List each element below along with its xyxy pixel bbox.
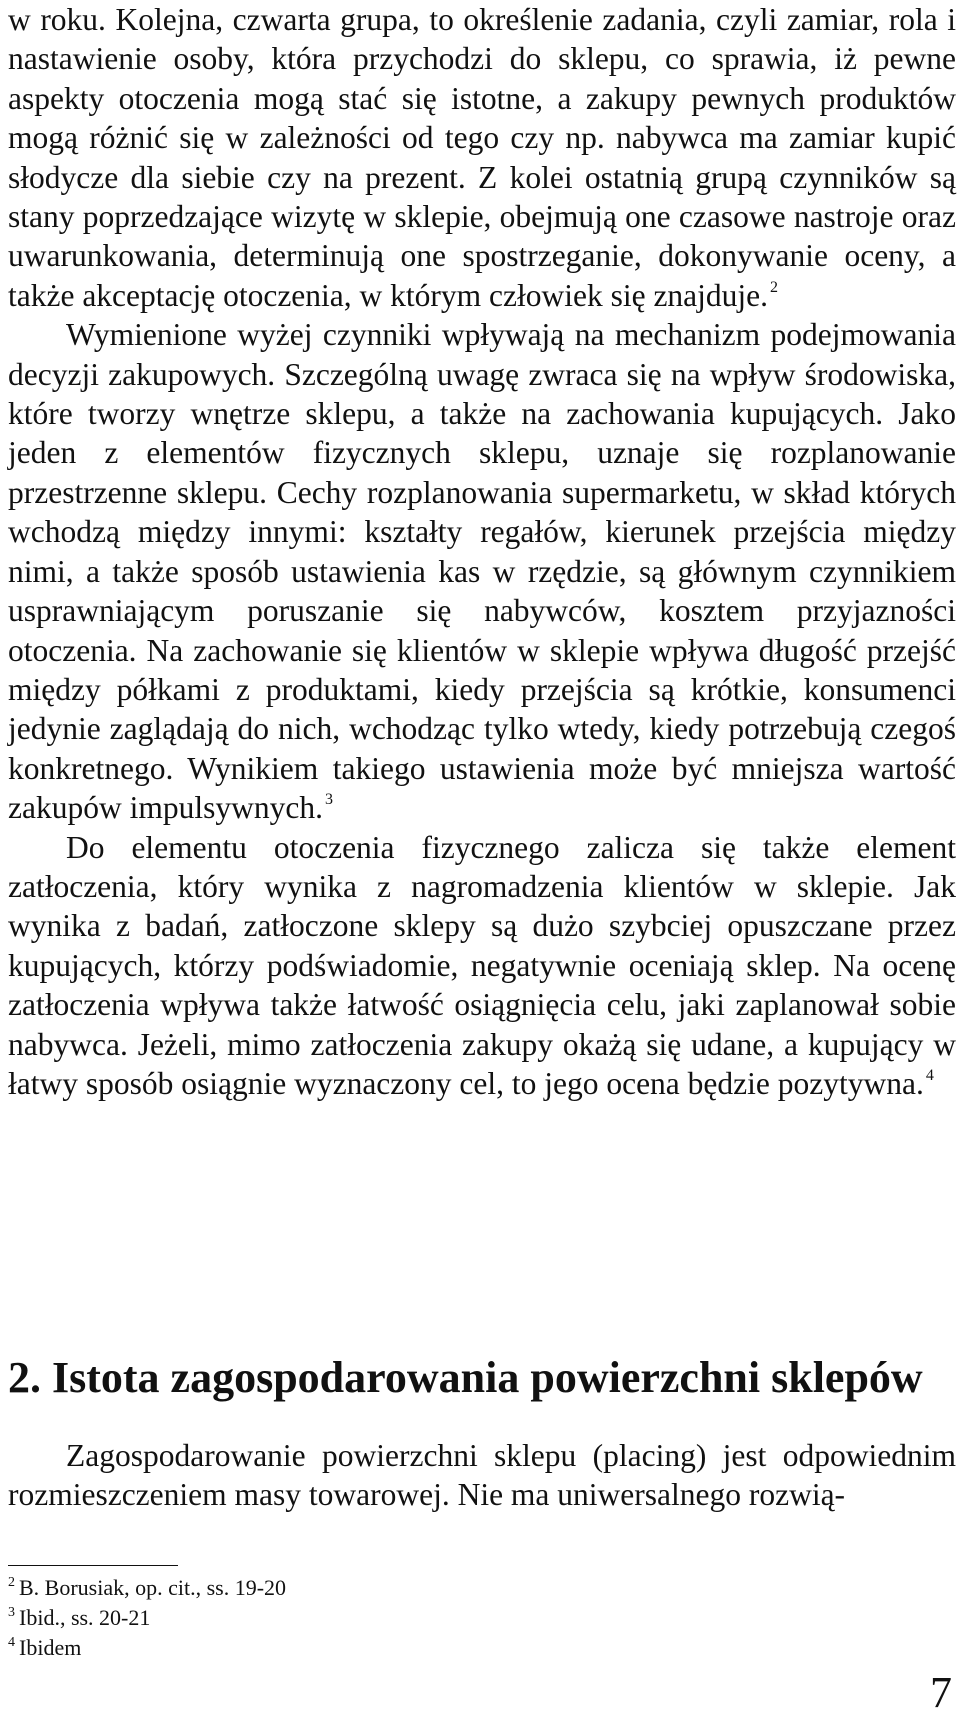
paragraph-2 bbox=[8, 315, 956, 827]
paragraph-1-text: w roku. Kolejna, czwarta grupa, to określenie zadania, czyli zamiar, rola i nastawienie osoby, która przychodzi do sklepu, co sprawia, iż pewne aspekty otoczenia mogą stać się istotne, a zakupy pewnych produktów mogą różnić się w zależności od tego czy np. nabywca ma zamiar kupić słodycze dla siebie czy na prezent. Z kolei ostatnią grupą czynników są stany poprzedzające wizytę w sklepie, obejmują one czasowe nastroje oraz uwarunkowania, determinują one spostrzeganie, dokonywanie oceny, a także akceptację otoczenia, w którym człowiek się znajduje. bbox=[8, 2, 956, 313]
footnote-ref-4[interactable]: 4 bbox=[925, 1066, 934, 1084]
footnote-divider bbox=[8, 1565, 178, 1566]
page-number: 7 bbox=[930, 1668, 952, 1717]
section-heading: 2. Istota zagospodarowania powierzchni sklepów bbox=[8, 1353, 923, 1402]
footnote-number: 4 bbox=[8, 1635, 15, 1650]
section-body bbox=[8, 1436, 956, 1515]
footnote-number: 3 bbox=[8, 1605, 15, 1620]
section-paragraph: Zagospodarowanie powierzchni sklepu (placing) jest odpowiednim rozmieszczeniem masy towarowej. Nie ma uniwersalnego rozwią- bbox=[8, 1438, 956, 1513]
footnote-3 bbox=[8, 1603, 286, 1633]
footnote-number: 2 bbox=[8, 1575, 15, 1590]
footnote-4 bbox=[8, 1633, 286, 1663]
footnote-text: Ibidem bbox=[19, 1635, 82, 1660]
footnote-ref-2[interactable]: 2 bbox=[770, 278, 779, 296]
footnote-ref-3[interactable]: 3 bbox=[324, 791, 333, 809]
page-content bbox=[8, 0, 956, 1103]
footnote-text: Ibid., ss. 20-21 bbox=[19, 1605, 151, 1630]
paragraph-3 bbox=[8, 828, 956, 1104]
footnotes bbox=[8, 1573, 286, 1663]
paragraph-3-text: Do elementu otoczenia fizycznego zalicza się także element zatłoczenia, który wynika z nagromadzenia klientów w sklepie. Jak wynika z badań, zatłoczone sklepy są dużo szybciej opuszczane przez kupujących, którzy podświadomie, negatywnie oceniają sklep. Na ocenę zatłoczenia wpływa także łatwość osiągnięcia celu, jaki zaplanował sobie nabywca. Jeżeli, mimo zatłoczenia zakupy okażą się udane, a kupujący w łatwy sposób osiągnie wyznaczony cel, to jego ocena będzie pozytywna. bbox=[8, 829, 956, 1101]
paragraph-2-text: Wymienione wyżej czynniki wpływają na mechanizm podejmowania decyzji zakupowych. Szczególną uwagę zwraca się na wpływ środowiska, które tworzy wnętrze sklepu, a także na zachowania kupujących. Jako jeden z elementów fizycznych sklepu, uznaje się rozplanowanie przestrzenne sklepu. Cechy rozplanowania supermarketu, w skład których wchodzą między innymi: kształty regałów, kierunek przejścia między nimi, a także sposób ustawienia kas w rzędzie, są głównym czynnikiem usprawniającym poruszanie się nabywców, kosztem przyjazności otoczenia. Na zachowanie się klientów w sklepie wpływa długość przejść między półkami z produktami, kiedy przejścia są krótkie, konsumenci jedynie zaglądają do nich, wchodząc tylko wtedy, kiedy potrzebują czegoś konkretnego. Wynikiem takiego ustawienia może być mniejsza wartość zakupów impulsywnych. bbox=[8, 317, 956, 826]
paragraph-1 bbox=[8, 0, 956, 315]
body-text bbox=[8, 0, 956, 1103]
footnote-2 bbox=[8, 1573, 286, 1603]
footnote-text: B. Borusiak, op. cit., ss. 19-20 bbox=[19, 1575, 287, 1600]
